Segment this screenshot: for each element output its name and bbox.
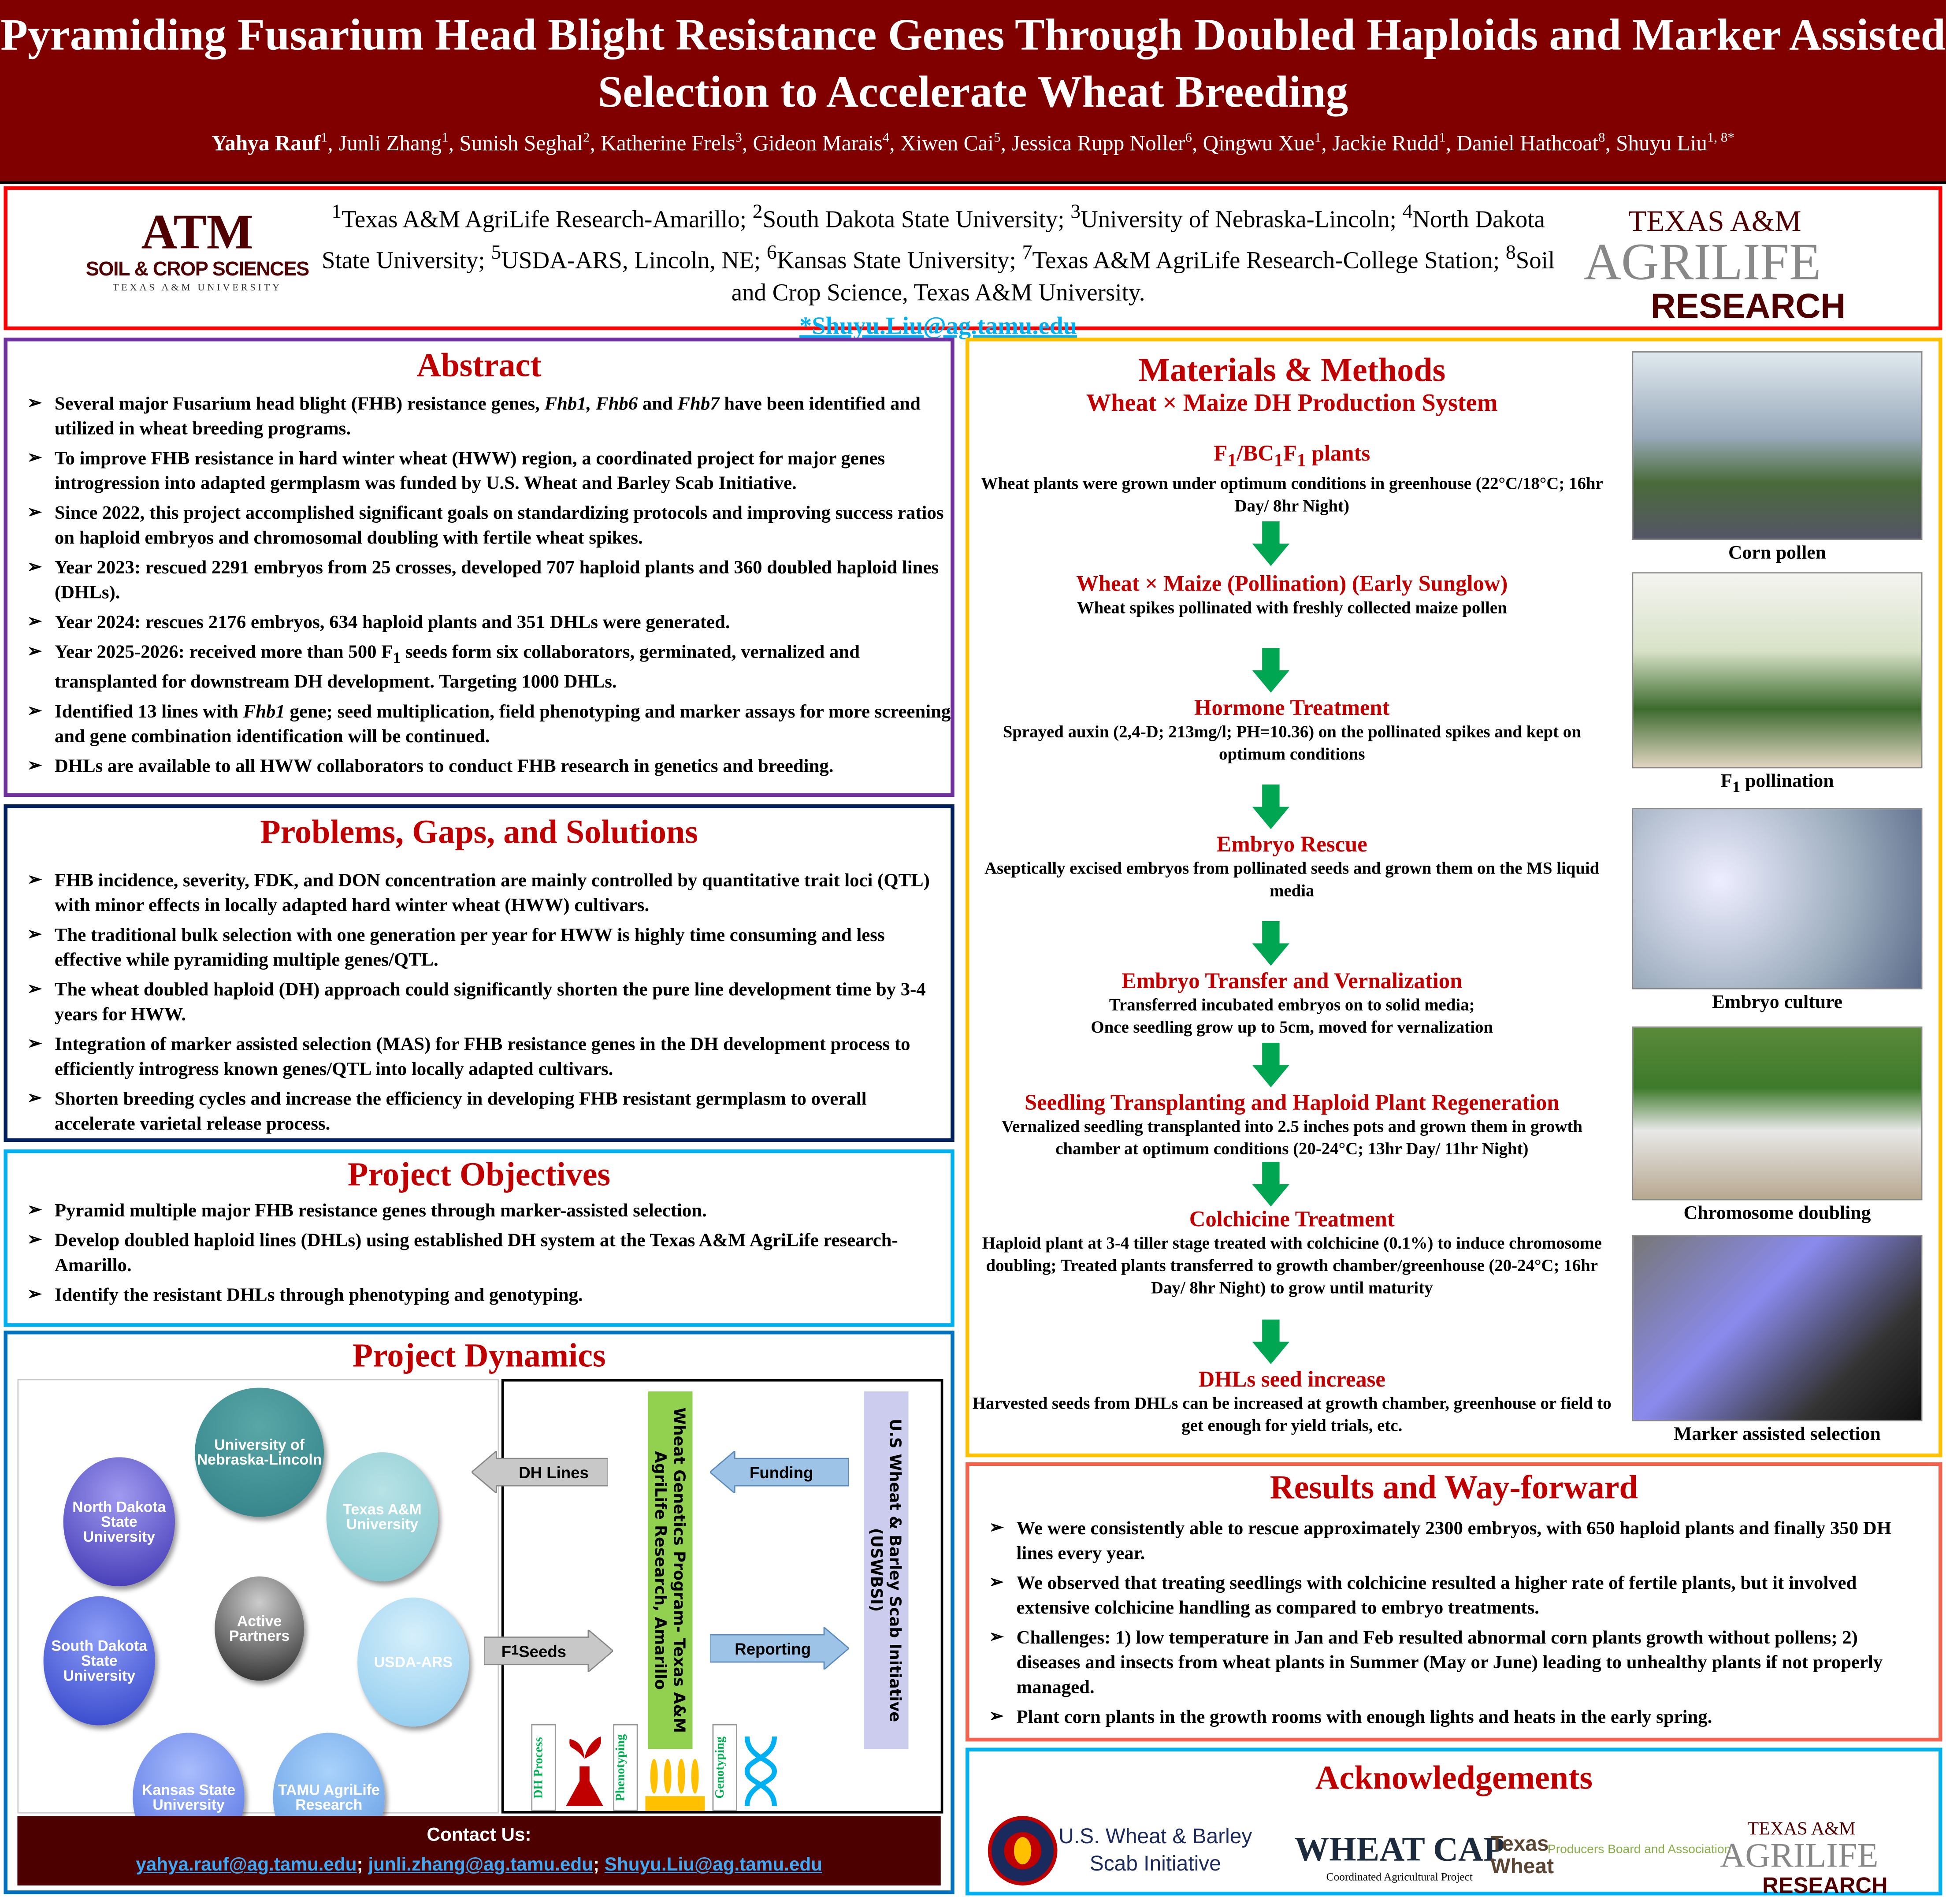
flask-plant-icon bbox=[564, 1734, 606, 1811]
partner-circle: USDA-ARS bbox=[357, 1598, 469, 1727]
dh-lines-label: DH Lines bbox=[519, 1463, 589, 1482]
method-step bbox=[969, 1206, 1615, 1299]
step-description: Transferred incubated embryos on to solid media; Once seedling grow up to 5cm, moved for vernalization bbox=[1091, 995, 1493, 1037]
step-heading: Embryo Rescue bbox=[1216, 831, 1367, 857]
reporting-label: Reporting bbox=[735, 1639, 811, 1658]
f1-sub: 1 bbox=[511, 1643, 519, 1659]
section-title: Results and Way-forward bbox=[1270, 1468, 1638, 1506]
usw-logo bbox=[1058, 1823, 1252, 1878]
agrilife-logo bbox=[1584, 207, 1846, 324]
logo-text: Wheat bbox=[1490, 1854, 1554, 1878]
author: Jessica Rupp Noller$^6$, bbox=[1011, 130, 1203, 156]
step-description: Haploid plant at 3-4 tiller stage treated with colchicine (0.1%) to induce chromosome doubling; Treated plants transferred to growth chamber/greenhouse (20-24°C; 16hr Day/ 8hr Night) to grow until maturity bbox=[982, 1234, 1602, 1298]
logo-text: Scab Initiative bbox=[1089, 1852, 1221, 1876]
method-photo bbox=[1632, 808, 1922, 989]
texas-wheat-logo bbox=[1490, 1833, 1554, 1878]
results-list bbox=[969, 1517, 1939, 1730]
step-heading: Embryo Transfer and Vernalization bbox=[1122, 968, 1463, 993]
step-description: Wheat plants were grown under optimum conditions in greenhouse (22°C/18°C; 16hr Day/ 8hr Night) bbox=[980, 473, 1603, 515]
affiliation-line bbox=[312, 195, 1565, 310]
logo-text: Coordinated Agricultural Project bbox=[1326, 1871, 1473, 1883]
logo-text: WHEAT CAP bbox=[1294, 1831, 1505, 1870]
contact-emails: yahya.rauf@ag.tamu.edu; junli.zhang@ag.tamu.edu; Shuyu.Liu@ag.tamu.edu bbox=[136, 1854, 822, 1876]
affiliation: $^3$University of Nebraska-Lincoln; bbox=[1070, 200, 1403, 233]
affiliation: $^5$USDA-ARS, Lincoln, NE; bbox=[491, 241, 767, 275]
bullet-item: ➢ The traditional bulk selection with one generation per year for HWW is highly time consuming and less effective while pyramiding multiple genes/QTL. bbox=[7, 923, 951, 973]
active-partners-circle: Active Partners bbox=[215, 1577, 304, 1681]
logo-univ: TEXAS A&M UNIVERSITY bbox=[112, 282, 282, 293]
down-arrow-icon bbox=[1252, 1320, 1289, 1364]
funding-label: Funding bbox=[750, 1463, 813, 1482]
logo-text: Producers Board and Association bbox=[1547, 1843, 1731, 1857]
bullet-item: ➢ We observed that treating seedlings with colchicine resulted a higher rate of fertile plants, but it involved extensive colchicine handling as compared to embryo treatments. bbox=[969, 1571, 1914, 1621]
genotyping-label: Genotyping bbox=[713, 1724, 737, 1811]
abstract-section bbox=[4, 338, 954, 797]
contact-title: Contact Us: bbox=[427, 1824, 531, 1846]
objectives-section bbox=[4, 1149, 954, 1327]
method-step bbox=[969, 1090, 1615, 1161]
author-list bbox=[0, 130, 1946, 156]
affiliation: $^6$Kansas State University; bbox=[766, 241, 1022, 275]
usw-seal-icon bbox=[987, 1814, 1058, 1888]
step-heading: Wheat × Maize (Pollination) (Early Sunglow) bbox=[1076, 571, 1508, 596]
problems-list bbox=[7, 869, 951, 1137]
method-step bbox=[969, 968, 1615, 1039]
results-section bbox=[966, 1462, 1942, 1742]
affiliation: $^4$North Dakota State University; bbox=[321, 200, 1545, 275]
section-title: Project Objectives bbox=[348, 1155, 611, 1193]
logo-dept: SOIL & CROP SCIENCES bbox=[85, 259, 309, 281]
author: Shuyu Liu$^{1, 8*}$ bbox=[1616, 130, 1734, 156]
photo-caption: Chromosome doubling bbox=[1683, 1202, 1871, 1224]
partner-circle: TAMU AgriLife Research bbox=[273, 1733, 385, 1862]
problems-section bbox=[4, 804, 954, 1142]
logo-text: TEXAS A&M bbox=[1747, 1819, 1856, 1840]
corresponding-email-link[interactable]: *Shuyu.Liu@ag.tamu.edu bbox=[799, 312, 1077, 340]
initiative-bar: U.S Wheat & Barley Scab Initiative (USWBSI) bbox=[864, 1391, 908, 1749]
bullet-item: ➢ Identify the resistant DHLs through phenotyping and genotyping. bbox=[7, 1283, 951, 1308]
email-link[interactable]: Shuyu.Liu@ag.tamu.edu bbox=[604, 1854, 822, 1876]
bullet-item: ➢ To improve FHB resistance in hard winter wheat (HWW) region, a coordinated project for major genes introgression into adapted germplasm was funded by U.S. Wheat and Barley Scab Initiative. bbox=[7, 447, 951, 497]
bullet-item: ➢ Year 2023: rescued 2291 embryos from 25 crosses, developed 707 haploid plants and 360 doubled haploid lines (DHLs). bbox=[7, 556, 951, 606]
agrilife-logo bbox=[1720, 1821, 1887, 1897]
logo-text: AGRILIFE bbox=[1720, 1837, 1879, 1876]
abstract-list bbox=[7, 392, 951, 780]
program-bar: Wheat Genetics Program- Texas A&M AgriLife Research, Amarillo bbox=[648, 1391, 692, 1749]
method-photo bbox=[1632, 1026, 1922, 1200]
author: Katherine Frels$^3$, bbox=[601, 130, 753, 156]
down-arrow-icon bbox=[1252, 521, 1289, 566]
email-link[interactable]: yahya.rauf@ag.tamu.edu bbox=[136, 1854, 357, 1876]
email-link[interactable]: junli.zhang@ag.tamu.edu bbox=[368, 1854, 593, 1876]
partner-circle: Kansas State University bbox=[133, 1733, 244, 1862]
bullet-item: ➢ Challenges: 1) low temperature in Jan and Feb resulted abnormal corn plants growth without pollens; 2) diseases and insects from wheat plants in Summer (May or June) leading to unhealthy plants if not properly managed. bbox=[969, 1626, 1914, 1700]
bullet-item: ➢ Year 2024: rescues 2176 embryos, 634 haploid plants and 351 DHLs were generated. bbox=[7, 611, 951, 636]
bullet-item: ➢ Year 2025-2026: received more than 500 $F_1$ seeds form six collaborators, germinated, vernalized and transplanted for downstream DH development. Targeting 1000 DHLs. bbox=[7, 640, 951, 695]
author: Daniel Hathcoat$^8$, bbox=[1456, 130, 1616, 156]
section-title: Problems, Gaps, and Solutions bbox=[260, 813, 698, 851]
bullet-item: ➢ Plant corn plants in the growth rooms with enough lights and heats in the early spring. bbox=[969, 1706, 1914, 1730]
partner-circle: Texas A&M University bbox=[327, 1452, 438, 1581]
bullet-item: ➢ Identified 13 lines with Fhb1 gene; seed multiplication, field phenotyping and marker assays for more screening and gene combination identification will be continued. bbox=[7, 700, 951, 750]
method-photo bbox=[1632, 572, 1922, 768]
affiliation: $^7$Texas A&M AgriLife Research-College Station; bbox=[1022, 241, 1506, 275]
step-description: Sprayed auxin (2,4-D; 213mg/l; PH=10.36) on the pollinated spikes and kept on optimum conditions bbox=[1003, 722, 1581, 764]
photo-caption: $F_1$ pollination bbox=[1720, 770, 1834, 796]
program-flow-diagram bbox=[501, 1379, 943, 1814]
bullet-item: ➢ The wheat doubled haploid (DH) approach could significantly shorten the pure line development time by 3-4 years for HWW. bbox=[7, 978, 951, 1028]
step-heading: Colchicine Treatment bbox=[1189, 1206, 1395, 1231]
author: Gideon Marais$^4$, bbox=[753, 130, 900, 156]
section-title: Materials & Methods bbox=[1138, 351, 1446, 389]
step-heading: Seedling Transplanting and Haploid Plant Regeneration bbox=[1024, 1090, 1560, 1115]
bullet-item: ➢ Several major Fusarium head blight (FHB) resistance genes, Fhb1, Fhb6 and Fhb7 have been identified and utilized in wheat breeding programs. bbox=[7, 392, 951, 442]
header bbox=[0, 0, 1946, 184]
dynamics-section bbox=[4, 1331, 954, 1894]
method-step bbox=[969, 832, 1615, 903]
phenotyping-label: Phenotyping bbox=[613, 1724, 638, 1811]
author: Xiwen Cai$^5$, bbox=[900, 130, 1012, 156]
step-heading: Hormone Treatment bbox=[1194, 695, 1390, 720]
acknowledgements-section bbox=[966, 1748, 1942, 1898]
down-arrow-icon bbox=[1252, 648, 1289, 692]
logo-text: AGRILIFE bbox=[1583, 234, 1821, 292]
step-description: Harvested seeds from DHLs can be increased at growth chamber, greenhouse or field to get enough for yield trials, etc. bbox=[972, 1394, 1612, 1435]
method-step bbox=[969, 571, 1615, 619]
section-title: Project Dynamics bbox=[352, 1337, 606, 1374]
bullet-item: ➢ Pyramid multiple major FHB resistance genes through marker-assisted selection. bbox=[7, 1199, 951, 1224]
author: Yahya Rauf$^1$, bbox=[212, 130, 339, 156]
logo-text: RESEARCH bbox=[1762, 1873, 1888, 1898]
f1-seeds-label bbox=[474, 1637, 566, 1665]
logo-text: TEXAS A&M bbox=[1628, 206, 1801, 238]
method-photo bbox=[1632, 351, 1922, 540]
section-title: Abstract bbox=[416, 346, 542, 384]
author: Jackie Rudd$^1$, bbox=[1332, 130, 1457, 156]
step-description: Wheat spikes pollinated with freshly collected maize pollen bbox=[1077, 598, 1507, 617]
down-arrow-icon bbox=[1252, 921, 1289, 966]
objectives-list bbox=[7, 1199, 951, 1309]
tamu-soil-crop-logo bbox=[79, 205, 315, 293]
affiliation: $^1$Texas A&M AgriLife Research-Amarillo; bbox=[331, 200, 753, 233]
logo-text: Texas bbox=[1490, 1832, 1549, 1856]
affiliations-text bbox=[312, 195, 1565, 342]
logo-text: U.S. Wheat & Barley bbox=[1058, 1824, 1252, 1848]
step-description: Aseptically excised embryos from pollinated seeds and grown them on the MS liquid media bbox=[984, 859, 1600, 900]
photo-caption: Marker assisted selection bbox=[1674, 1424, 1881, 1445]
partner-circle: University of Nebraska-Lincoln bbox=[195, 1388, 324, 1517]
bullet-item: ➢ Shorten breeding cycles and increase the efficiency in developing FHB resistant germplasm to overall accelerate varietal release process. bbox=[7, 1087, 951, 1137]
seeds-text: Seeds bbox=[519, 1641, 567, 1660]
down-arrow-icon bbox=[1252, 1043, 1289, 1087]
method-step bbox=[969, 1367, 1615, 1438]
contact-banner bbox=[17, 1816, 940, 1885]
affiliations-panel bbox=[4, 186, 1942, 340]
author: Sunish Seghal$^2$, bbox=[459, 130, 601, 156]
poster-title: Pyramiding Fusarium Head Blight Resistance Genes Through Doubled Haploids and Marker Assisted Selection to Accelerate Wheat Breeding bbox=[0, 10, 1946, 117]
step-heading: DHLs seed increase bbox=[1198, 1366, 1385, 1392]
methods-section bbox=[966, 338, 1942, 1457]
section-subtitle: Wheat × Maize DH Production System bbox=[1086, 390, 1498, 417]
partner-circle: South Dakota State University bbox=[44, 1596, 155, 1726]
step-description: Vernalized seedling transplanted into 2.5 inches pots and grown them in growth chamber at optimum conditions (20-24°C; 13hr Day/ 11hr Night) bbox=[1001, 1117, 1582, 1158]
method-photo bbox=[1632, 1235, 1922, 1421]
wheatcap-logo bbox=[1294, 1831, 1504, 1883]
author: Qingwu Xue$^1$, bbox=[1203, 130, 1332, 156]
f1-text: F bbox=[501, 1641, 512, 1660]
dna-icon bbox=[742, 1734, 779, 1808]
bullet-item: ➢ Develop doubled haploid lines (DHLs) using established DH system at the Texas A&M AgriLife research-Amarillo. bbox=[7, 1229, 951, 1279]
partners-diagram bbox=[17, 1379, 499, 1814]
affiliation: $^2$South Dakota State University; bbox=[752, 200, 1071, 233]
bullet-item: ➢ Integration of marker assisted selection (MAS) for FHB resistance genes in the DH development process to efficiently introgress known genes/QTL into locally adapted cultivars. bbox=[7, 1033, 951, 1082]
down-arrow-icon bbox=[1252, 785, 1289, 829]
author: Junli Zhang$^1$, bbox=[338, 130, 460, 156]
methods-header bbox=[969, 351, 1615, 418]
bullet-item: ➢ FHB incidence, severity, FDK, and DON concentration are mainly controlled by quantitative trait loci (QTL) with minor effects in locally adapted hard winter wheat (HWW) cultivars. bbox=[7, 869, 951, 919]
step-heading: $F_1/BC_1F_1$ plants bbox=[1214, 440, 1370, 472]
partner-circle: North Dakota State University bbox=[63, 1457, 175, 1586]
dh-process-label: DH Process bbox=[531, 1724, 556, 1811]
wheat-field-icon bbox=[645, 1754, 705, 1811]
bullet-item: ➢ We were consistently able to rescue approximately 2300 embryos, with 650 haploid plants and finally 350 DH lines every year. bbox=[969, 1517, 1914, 1567]
affiliation: $^8$Soil and Crop Science, Texas A&M University. bbox=[731, 241, 1555, 307]
photo-caption: Corn pollen bbox=[1728, 542, 1826, 564]
section-title: Acknowledgements bbox=[1315, 1759, 1593, 1796]
photo-caption: Embryo culture bbox=[1712, 992, 1843, 1013]
bullet-item: ➢ DHLs are available to all HWW collaborators to conduct FHB research in genetics and breeding. bbox=[7, 755, 951, 779]
bullet-item: ➢ Since 2022, this project accomplished significant goals on standardizing protocols and improving success ratios on haploid embryos and chromosomal doubling with fertile wheat spikes. bbox=[7, 502, 951, 551]
method-step bbox=[969, 441, 1615, 517]
down-arrow-icon bbox=[1252, 1162, 1289, 1206]
tamu-mark: ATM bbox=[141, 203, 254, 260]
logo-text: RESEARCH bbox=[1650, 286, 1846, 325]
method-step bbox=[969, 695, 1615, 766]
